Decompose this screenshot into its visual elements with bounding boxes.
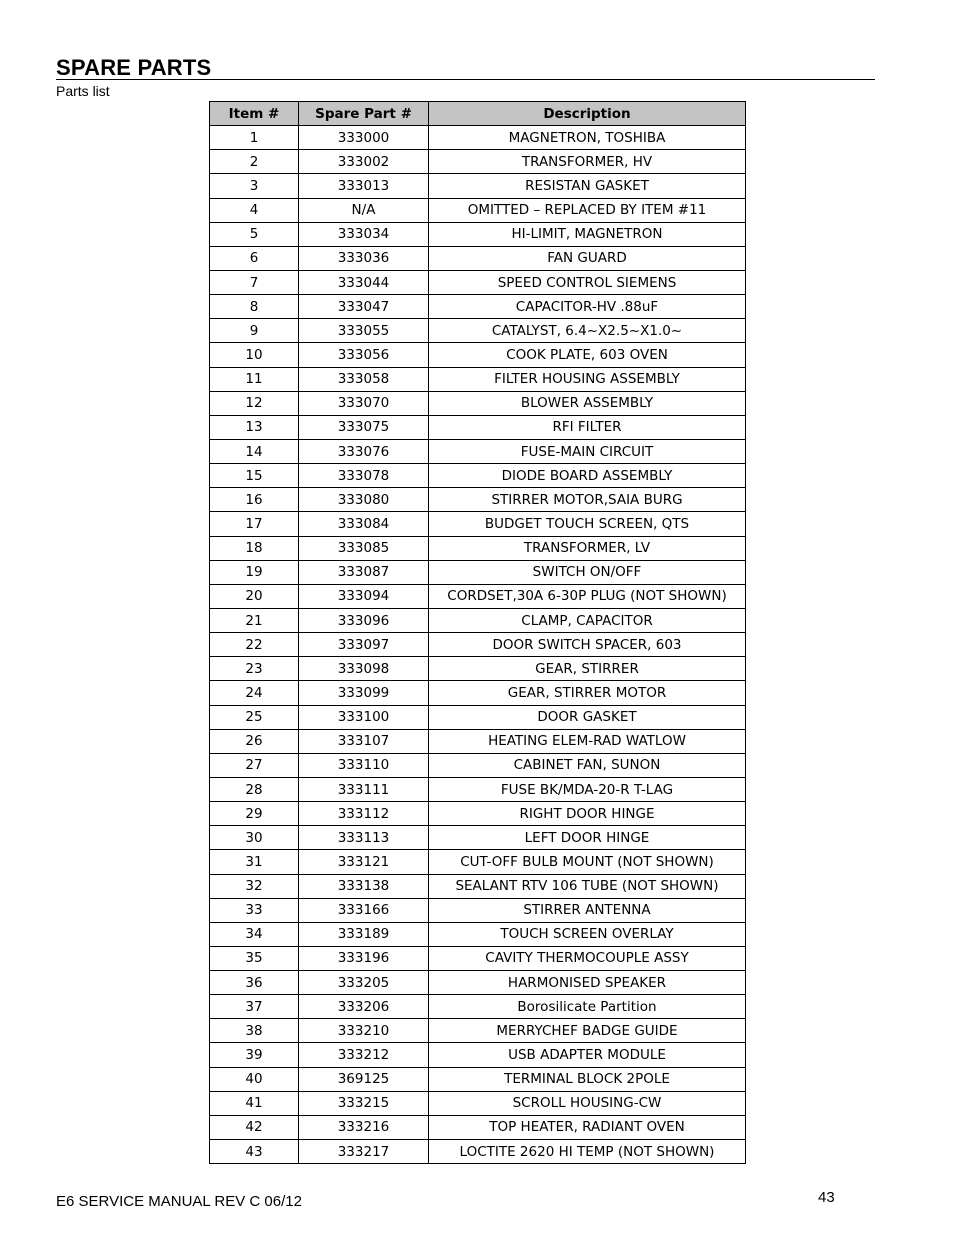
cell-description: LOCTITE 2620 HI TEMP (NOT SHOWN) [429, 1140, 746, 1164]
cell-description: SWITCH ON/OFF [429, 560, 746, 584]
cell-spare-part-number: 333113 [299, 826, 429, 850]
cell-spare-part-number: 333044 [299, 270, 429, 294]
table-row [210, 584, 746, 608]
cell-description: BUDGET TOUCH SCREEN, QTS [429, 512, 746, 536]
cell-spare-part-number: 333210 [299, 1019, 429, 1043]
table-row [210, 777, 746, 801]
column-header-spare-part: Spare Part # [299, 102, 429, 126]
cell-item-number: 12 [210, 391, 299, 415]
cell-item-number: 4 [210, 198, 299, 222]
table-row [210, 246, 746, 270]
cell-spare-part-number: 333075 [299, 415, 429, 439]
cell-item-number: 28 [210, 777, 299, 801]
table-row [210, 608, 746, 632]
cell-description: HARMONISED SPEAKER [429, 971, 746, 995]
table-row [210, 633, 746, 657]
cell-item-number: 32 [210, 874, 299, 898]
table-row [210, 174, 746, 198]
table-row [210, 198, 746, 222]
cell-spare-part-number: 333196 [299, 946, 429, 970]
cell-spare-part-number: 333096 [299, 608, 429, 632]
cell-description: CAVITY THERMOCOUPLE ASSY [429, 946, 746, 970]
cell-spare-part-number: 333070 [299, 391, 429, 415]
cell-description: TERMINAL BLOCK 2POLE [429, 1067, 746, 1091]
cell-spare-part-number: 333000 [299, 126, 429, 150]
table-row [210, 319, 746, 343]
table-row [210, 150, 746, 174]
cell-spare-part-number: 333121 [299, 850, 429, 874]
cell-spare-part-number: 333080 [299, 488, 429, 512]
table-row [210, 705, 746, 729]
cell-item-number: 10 [210, 343, 299, 367]
cell-description: TOUCH SCREEN OVERLAY [429, 922, 746, 946]
cell-item-number: 21 [210, 608, 299, 632]
cell-spare-part-number: N/A [299, 198, 429, 222]
cell-item-number: 39 [210, 1043, 299, 1067]
cell-description: CAPACITOR-HV .88uF [429, 295, 746, 319]
table-row [210, 464, 746, 488]
table-row [210, 536, 746, 560]
cell-description: CUT-OFF BULB MOUNT (NOT SHOWN) [429, 850, 746, 874]
cell-description: FAN GUARD [429, 246, 746, 270]
cell-description: MERRYCHEF BADGE GUIDE [429, 1019, 746, 1043]
column-header-description: Description [429, 102, 746, 126]
cell-spare-part-number: 333034 [299, 222, 429, 246]
cell-spare-part-number: 333087 [299, 560, 429, 584]
cell-description: CLAMP, CAPACITOR [429, 608, 746, 632]
table-row [210, 1115, 746, 1139]
table-row [210, 415, 746, 439]
cell-description: MAGNETRON, TOSHIBA [429, 126, 746, 150]
footer-page-number: 43 [818, 1189, 835, 1206]
cell-item-number: 25 [210, 705, 299, 729]
cell-item-number: 17 [210, 512, 299, 536]
cell-item-number: 3 [210, 174, 299, 198]
table-row [210, 126, 746, 150]
cell-spare-part-number: 333058 [299, 367, 429, 391]
cell-description: FUSE BK/MDA-20-R T-LAG [429, 777, 746, 801]
cell-description: RESISTAN GASKET [429, 174, 746, 198]
cell-item-number: 18 [210, 536, 299, 560]
cell-description: CABINET FAN, SUNON [429, 753, 746, 777]
page-subtitle: Parts list [56, 83, 110, 99]
table-row [210, 560, 746, 584]
table-row [210, 874, 746, 898]
cell-item-number: 15 [210, 464, 299, 488]
table-row [210, 971, 746, 995]
cell-item-number: 16 [210, 488, 299, 512]
cell-spare-part-number: 333217 [299, 1140, 429, 1164]
cell-description: SEALANT RTV 106 TUBE (NOT SHOWN) [429, 874, 746, 898]
title-divider [56, 79, 875, 80]
table-row [210, 898, 746, 922]
table-row [210, 512, 746, 536]
cell-item-number: 22 [210, 633, 299, 657]
cell-description: HEATING ELEM-RAD WATLOW [429, 729, 746, 753]
footer-manual-title: E6 SERVICE MANUAL REV C 06/12 [56, 1193, 302, 1210]
cell-item-number: 31 [210, 850, 299, 874]
cell-item-number: 29 [210, 802, 299, 826]
cell-spare-part-number: 333138 [299, 874, 429, 898]
cell-description: STIRRER MOTOR,SAIA BURG [429, 488, 746, 512]
table-row [210, 826, 746, 850]
cell-spare-part-number: 333094 [299, 584, 429, 608]
table-row [210, 681, 746, 705]
cell-item-number: 34 [210, 922, 299, 946]
cell-description: RFI FILTER [429, 415, 746, 439]
cell-spare-part-number: 333107 [299, 729, 429, 753]
cell-item-number: 33 [210, 898, 299, 922]
cell-description: SCROLL HOUSING-CW [429, 1091, 746, 1115]
cell-spare-part-number: 333078 [299, 464, 429, 488]
cell-description: DOOR SWITCH SPACER, 603 [429, 633, 746, 657]
cell-item-number: 2 [210, 150, 299, 174]
table-row [210, 657, 746, 681]
column-header-item: Item # [210, 102, 299, 126]
cell-spare-part-number: 333098 [299, 657, 429, 681]
cell-item-number: 9 [210, 319, 299, 343]
cell-item-number: 20 [210, 584, 299, 608]
cell-item-number: 5 [210, 222, 299, 246]
cell-item-number: 43 [210, 1140, 299, 1164]
cell-item-number: 7 [210, 270, 299, 294]
cell-spare-part-number: 333047 [299, 295, 429, 319]
cell-spare-part-number: 333084 [299, 512, 429, 536]
cell-item-number: 26 [210, 729, 299, 753]
cell-spare-part-number: 333055 [299, 319, 429, 343]
cell-description: COOK PLATE, 603 OVEN [429, 343, 746, 367]
cell-description: CATALYST, 6.4~X2.5~X1.0~ [429, 319, 746, 343]
table-row [210, 1067, 746, 1091]
cell-description: TOP HEATER, RADIANT OVEN [429, 1115, 746, 1139]
cell-spare-part-number: 333085 [299, 536, 429, 560]
table-row [210, 391, 746, 415]
cell-item-number: 42 [210, 1115, 299, 1139]
cell-description: FILTER HOUSING ASSEMBLY [429, 367, 746, 391]
cell-description: STIRRER ANTENNA [429, 898, 746, 922]
table-row [210, 753, 746, 777]
cell-spare-part-number: 333100 [299, 705, 429, 729]
parts-table [209, 101, 746, 1164]
table-row [210, 850, 746, 874]
cell-spare-part-number: 333216 [299, 1115, 429, 1139]
cell-description: FUSE-MAIN CIRCUIT [429, 439, 746, 463]
table-row [210, 222, 746, 246]
table-row [210, 367, 746, 391]
table-header-row [210, 102, 746, 126]
cell-description: DOOR GASKET [429, 705, 746, 729]
parts-table-body [210, 126, 746, 1164]
cell-item-number: 1 [210, 126, 299, 150]
cell-item-number: 35 [210, 946, 299, 970]
cell-item-number: 38 [210, 1019, 299, 1043]
cell-spare-part-number: 369125 [299, 1067, 429, 1091]
cell-spare-part-number: 333111 [299, 777, 429, 801]
cell-spare-part-number: 333099 [299, 681, 429, 705]
cell-description: TRANSFORMER, LV [429, 536, 746, 560]
cell-item-number: 37 [210, 995, 299, 1019]
cell-spare-part-number: 333212 [299, 1043, 429, 1067]
cell-description: CORDSET,30A 6-30P PLUG (NOT SHOWN) [429, 584, 746, 608]
cell-spare-part-number: 333206 [299, 995, 429, 1019]
cell-description: Borosilicate Partition [429, 995, 746, 1019]
table-row [210, 1091, 746, 1115]
table-row [210, 1043, 746, 1067]
cell-description: USB ADAPTER MODULE [429, 1043, 746, 1067]
table-row [210, 802, 746, 826]
table-row [210, 922, 746, 946]
cell-description: DIODE BOARD ASSEMBLY [429, 464, 746, 488]
table-row [210, 729, 746, 753]
cell-description: HI-LIMIT, MAGNETRON [429, 222, 746, 246]
cell-spare-part-number: 333097 [299, 633, 429, 657]
cell-spare-part-number: 333013 [299, 174, 429, 198]
cell-spare-part-number: 333215 [299, 1091, 429, 1115]
cell-description: GEAR, STIRRER [429, 657, 746, 681]
table-row [210, 946, 746, 970]
cell-description: GEAR, STIRRER MOTOR [429, 681, 746, 705]
table-row [210, 295, 746, 319]
table-row [210, 343, 746, 367]
cell-item-number: 13 [210, 415, 299, 439]
cell-item-number: 30 [210, 826, 299, 850]
table-row [210, 1019, 746, 1043]
cell-description: SPEED CONTROL SIEMENS [429, 270, 746, 294]
cell-spare-part-number: 333189 [299, 922, 429, 946]
table-row [210, 488, 746, 512]
cell-spare-part-number: 333166 [299, 898, 429, 922]
cell-item-number: 36 [210, 971, 299, 995]
cell-item-number: 19 [210, 560, 299, 584]
cell-item-number: 40 [210, 1067, 299, 1091]
cell-description: OMITTED – REPLACED BY ITEM #11 [429, 198, 746, 222]
cell-item-number: 14 [210, 439, 299, 463]
cell-spare-part-number: 333110 [299, 753, 429, 777]
table-row [210, 995, 746, 1019]
cell-spare-part-number: 333002 [299, 150, 429, 174]
page-title: SPARE PARTS [56, 55, 212, 80]
table-row [210, 270, 746, 294]
cell-item-number: 27 [210, 753, 299, 777]
cell-item-number: 23 [210, 657, 299, 681]
cell-description: LEFT DOOR HINGE [429, 826, 746, 850]
table-row [210, 439, 746, 463]
cell-description: RIGHT DOOR HINGE [429, 802, 746, 826]
cell-description: BLOWER ASSEMBLY [429, 391, 746, 415]
cell-item-number: 8 [210, 295, 299, 319]
cell-item-number: 6 [210, 246, 299, 270]
cell-spare-part-number: 333036 [299, 246, 429, 270]
cell-item-number: 11 [210, 367, 299, 391]
cell-spare-part-number: 333076 [299, 439, 429, 463]
cell-spare-part-number: 333056 [299, 343, 429, 367]
cell-item-number: 41 [210, 1091, 299, 1115]
table-row [210, 1140, 746, 1164]
cell-spare-part-number: 333112 [299, 802, 429, 826]
cell-item-number: 24 [210, 681, 299, 705]
cell-spare-part-number: 333205 [299, 971, 429, 995]
cell-description: TRANSFORMER, HV [429, 150, 746, 174]
